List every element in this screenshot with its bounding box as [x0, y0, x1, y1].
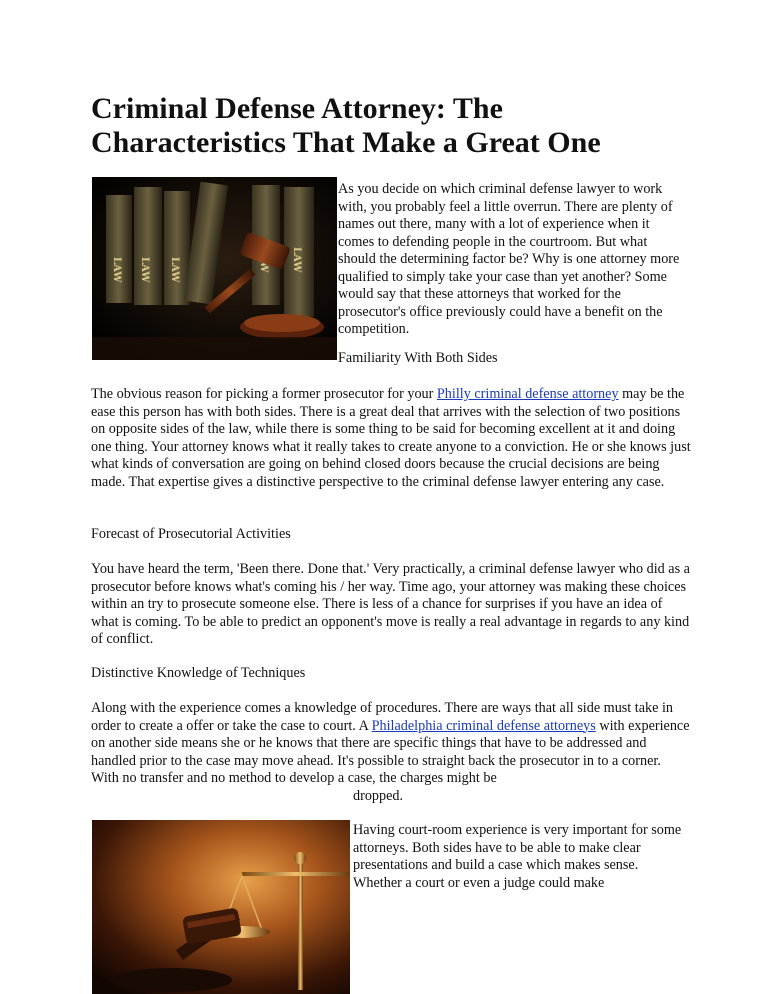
- paragraph-techniques: Along with the experience comes a knowledge of procedures. There are ways that all side must take in order to create a offer or take the case to court. A Philadelphia criminal defense attorneys with experience on another side means she or he knows that there are specific things that have to be addressed and handled prior to the case may move ahead. It's possible to straight back the prosecutor in to a corner. With no transfer and no method to develop a case, the charges might be: [91, 700, 690, 786]
- paragraph-familiarity: The obvious reason for picking a former prosecutor for your Philly criminal defense attorney may be the ease this person has with both sides. There is a great deal that arrives with the selection of two positions on opposite sides of the law, while there is some thing to be said for becoming excellent at it and doing one thing. Your attorney knows what it really takes to create anyone to a conviction. He or she knows just what kinds of conversation are going on behind closed doors because the crucial decisions are being made. That expertise gives a distinctive perspective to the criminal defense lawyer entering any case.: [91, 386, 691, 490]
- intro-paragraph: As you decide on which criminal defense lawyer to work with, you probably feel a little overrun. There are plenty of names out there, many with a lot of experience when it comes to defending people in the courtroom. But what should the determining factor be? Why is one attorney more qualified to simply take your case than yet another? Some would say that these attorneys that worked for the prosecutor's office previously could have a benefit on the competition.: [338, 181, 680, 337]
- law-books-gavel-image: [92, 177, 337, 360]
- title-line-1: Criminal Defense Attorney: The: [91, 92, 503, 125]
- section-heading-forecast: Forecast of Prosecutorial Activities: [91, 526, 291, 542]
- book-spine-label: LAW: [169, 257, 180, 283]
- book-spine-label: LAW: [111, 257, 122, 283]
- paragraph-techniques-end: dropped.: [353, 788, 404, 804]
- philly-criminal-defense-attorney-link[interactable]: Philly criminal defense attorney: [436, 386, 619, 402]
- philadelphia-criminal-defense-attorneys-link[interactable]: Philadelphia criminal defense attorneys: [371, 717, 596, 734]
- document-title: [91, 92, 691, 160]
- paragraph-courtroom: Having court-room experience is very important for some attorneys. Both sides have to be able to make clear presentations and build a case which makes sense. Whether a court or even a judge could make: [353, 822, 682, 891]
- gavel-scales-image: [92, 820, 350, 994]
- book-spine-label: LAW: [291, 247, 302, 273]
- title-line-2: Characteristics That Make a Great One: [91, 126, 601, 159]
- section-heading-familiarity: Familiarity With Both Sides: [338, 350, 498, 366]
- section-heading-techniques: Distinctive Knowledge of Techniques: [91, 665, 306, 681]
- paragraph-forecast: You have heard the term, 'Been there. Done that.' Very practically, a criminal defense lawyer who did as a prosecutor before knows what's coming his / her way. Time ago, your attorney was making these choices within an try to prosecute someone else. There is less of a chance for surprises if you have an idea of what is coming. To be able to predict an opponent's move is really a real advantage in regards to any kind of conflict.: [91, 561, 690, 647]
- book-spine-label: LAW: [139, 257, 150, 283]
